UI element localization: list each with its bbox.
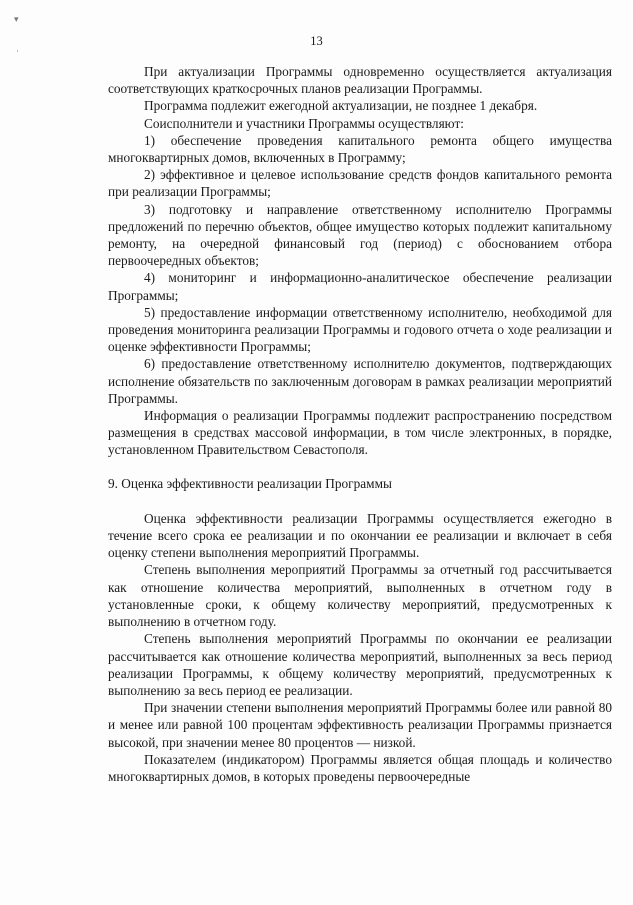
section-heading: 9. Оценка эффективности реализации Программы xyxy=(108,475,392,491)
list-item: 5) предоставление информации ответственному исполнителю, необходимой для проведения мониторинга реализации Программы и годового отчета о ходе реализации и оценке эффективности Программы; xyxy=(108,304,612,355)
list-item: 4) мониторинг и информационно-аналитическое обеспечение реализации Программы; xyxy=(108,270,612,303)
page-number: 13 xyxy=(310,34,323,48)
paragraph: Показателем (индикатором) Программы является общая площадь и количество многоквартирных домов, в которых проведены первоочередные xyxy=(108,751,612,784)
document-body xyxy=(108,63,612,785)
scan-artifact-mark: ▾ xyxy=(14,14,19,24)
scan-artifact-dot: · xyxy=(16,46,19,56)
list-item: 1) обеспечение проведения капитального ремонта общего имущества многоквартирных домов, включенных в Программу; xyxy=(108,132,612,166)
paragraph: Информация о реализации Программы подлежит распространению посредством размещения в средствах массовой информации, в том числе электронных, в порядке, установленном Правительством Севастополя. xyxy=(108,408,612,458)
list-item: 3) подготовку и направление ответственному исполнителю Программы предложений по перечню объектов, общее имущество которых подлежит капитальному ремонту, на очередной финансовый год (период) с обоснованием отбора первоочередных объектов; xyxy=(108,201,612,269)
paragraph: Соисполнители и участники Программы осуществляют: xyxy=(144,115,464,131)
paragraph: Оценка эффективности реализации Программы осуществляется ежегодно в течение всего срока ее реализации и по окончании ее реализации и включает в себя оценку степени выполнения мероприятий Программы. xyxy=(108,510,612,561)
list-item: 6) предоставление ответственному исполнителю документов, подтверждающих исполнение обязательств по заключенным договорам в рамках реализации мероприятий Программы. xyxy=(108,356,612,406)
paragraph: При значении степени выполнения мероприятий Программы более или равной 80 и менее или равной 100 процентам эффективность реализации Программы признается высокой, при значении менее 80 процентов — низкой. xyxy=(108,700,612,750)
paragraph: Программа подлежит ежегодной актуализации, не позднее 1 декабря. xyxy=(144,98,538,114)
list-item: 2) эффективное и целевое использование средств фондов капитального ремонта при реализации Программы; xyxy=(108,167,612,200)
paragraph: Степень выполнения мероприятий Программы по окончании ее реализации рассчитывается как отношение количества мероприятий, выполненных за весь период реализации Программы, к общему количеству мероприятий, предусмотренных к выполнению за весь период ее реализации. xyxy=(108,631,612,698)
paragraph: При актуализации Программы одновременно осуществляется актуализация соответствующих краткосрочных планов реализации Программы. xyxy=(108,64,612,97)
paragraph: Степень выполнения мероприятий Программы за отчетный год рассчитывается как отношение количества мероприятий, выполненных в отчетном году в установленные сроки, к общему количеству мероприятий, предусмотренных к выполнению в отчетном году. xyxy=(108,562,612,630)
